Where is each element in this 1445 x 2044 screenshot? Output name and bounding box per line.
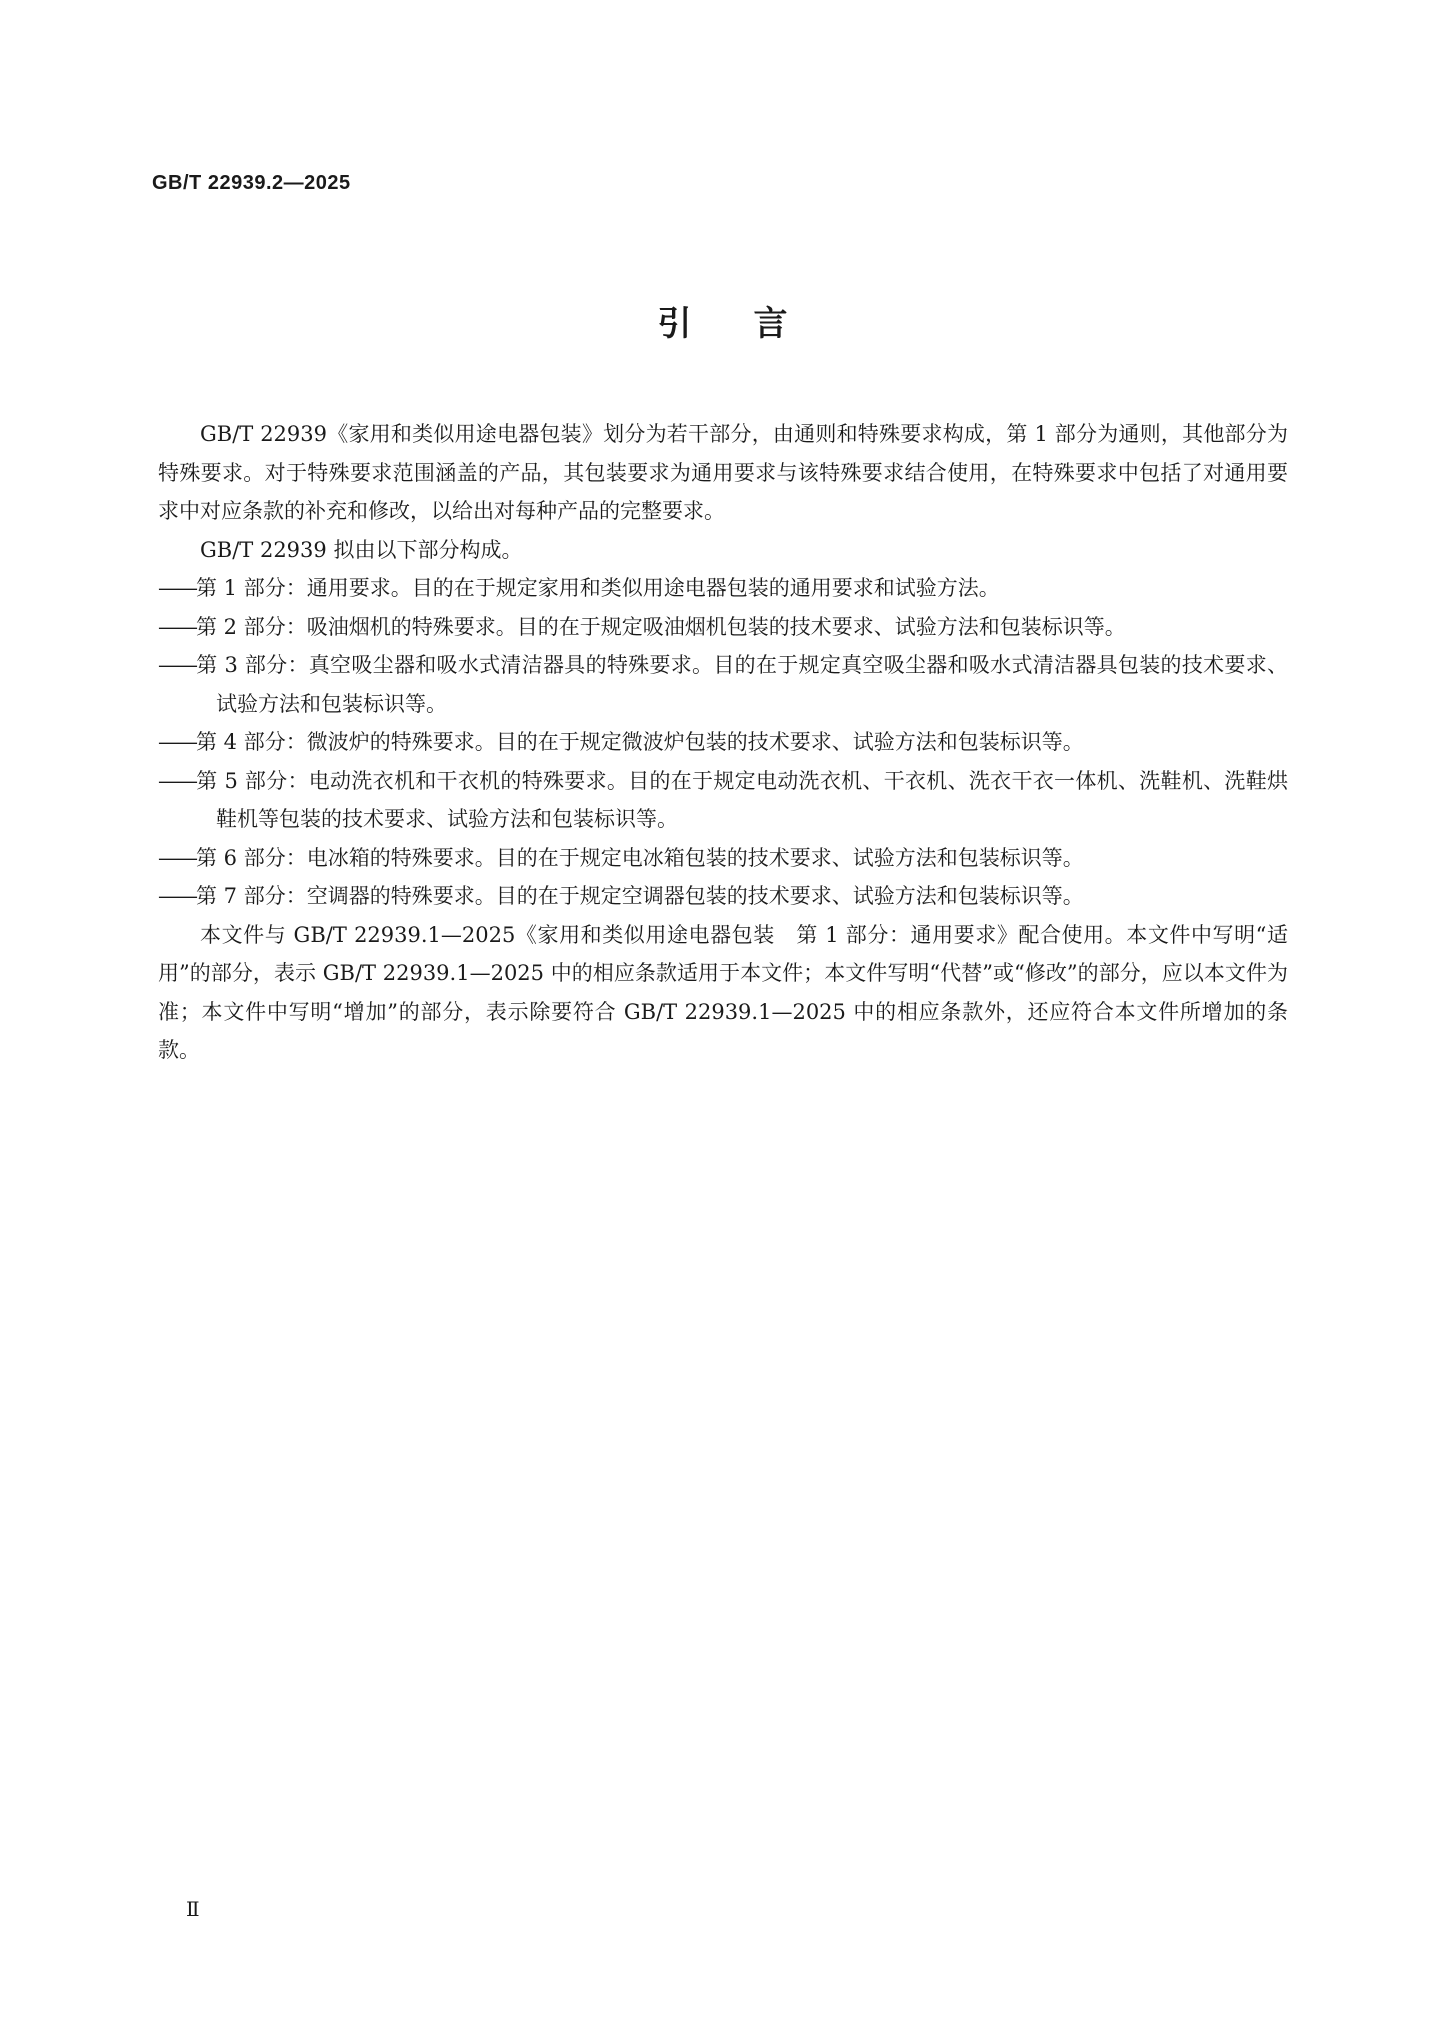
page-title: 引言 (657, 304, 850, 344)
list-item-text: 第 7 部分：空调器的特殊要求。目的在于规定空调器包装的技术要求、试验方法和包装标识等。 (196, 884, 1084, 908)
list-dash: —— (158, 730, 196, 754)
list-item (158, 877, 1288, 916)
list-dash: —— (158, 576, 196, 600)
list-item-text: 第 1 部分：通用要求。目的在于规定家用和类似用途电器包装的通用要求和试验方法。 (196, 576, 1000, 600)
list-dash: —— (158, 884, 196, 908)
list-dash: —— (158, 614, 196, 639)
closing-paragraph: 本文件与 GB/T 22939.1—2025《家用和类似用途电器包装 第 1 部分：通用要求》配合使用。本文件中写明“适用”的部分，表示 GB/T 22939.1—2025 中的相应条款适用于本文件；本文件写明“代替”或“修改”的部分，应以本文件为准；本文件中写明“增加”的部分，表示除要符合 GB/T 22939.1—2025 中的相应条款外，还应符合本文件所增加的条款。 (158, 922, 1288, 1062)
parts-lead-paragraph: GB/T 22939 拟由以下部分构成。 (200, 537, 523, 562)
list-item-text: 第 2 部分：吸油烟机的特殊要求。目的在于规定吸油烟机包装的技术要求、试验方法和包装标识等。 (196, 614, 1126, 639)
list-item-text: 第 6 部分：电冰箱的特殊要求。目的在于规定电冰箱包装的技术要求、试验方法和包装标识等。 (196, 845, 1084, 870)
list-item (158, 569, 1288, 608)
list-item (158, 839, 1288, 878)
standard-code: GB/T 22939.2—2025 (152, 172, 351, 194)
parts-list (158, 569, 1288, 916)
list-dash: —— (158, 653, 196, 677)
intro-paragraph: GB/T 22939《家用和类似用途电器包装》划分为若干部分，由通则和特殊要求构成，第 1 部分为通则，其他部分为特殊要求。对于特殊要求范围涵盖的产品，其包装要求为通用要求与该特殊要求结合使用，在特殊要求中包括了对通用要求中对应条款的补充和修改，以给出对每种产品的完整要求。 (158, 422, 1288, 523)
list-item (158, 723, 1288, 762)
list-item (158, 608, 1288, 647)
list-dash: —— (158, 845, 196, 870)
document-body (158, 415, 1288, 1070)
list-item-text: 第 3 部分：真空吸尘器和吸水式清洁器具的特殊要求。目的在于规定真空吸尘器和吸水式清洁器具包装的技术要求、试验方法和包装标识等。 (196, 653, 1288, 716)
page-number: Ⅱ (186, 1897, 200, 1921)
list-dash: —— (158, 768, 196, 793)
list-item-text: 第 5 部分：电动洗衣机和干衣机的特殊要求。目的在于规定电动洗衣机、干衣机、洗衣干衣一体机、洗鞋机、洗鞋烘鞋机等包装的技术要求、试验方法和包装标识等。 (196, 768, 1288, 831)
list-item (158, 646, 1288, 723)
list-item-text: 第 4 部分：微波炉的特殊要求。目的在于规定微波炉包装的技术要求、试验方法和包装标识等。 (196, 730, 1084, 754)
list-item (158, 762, 1288, 839)
